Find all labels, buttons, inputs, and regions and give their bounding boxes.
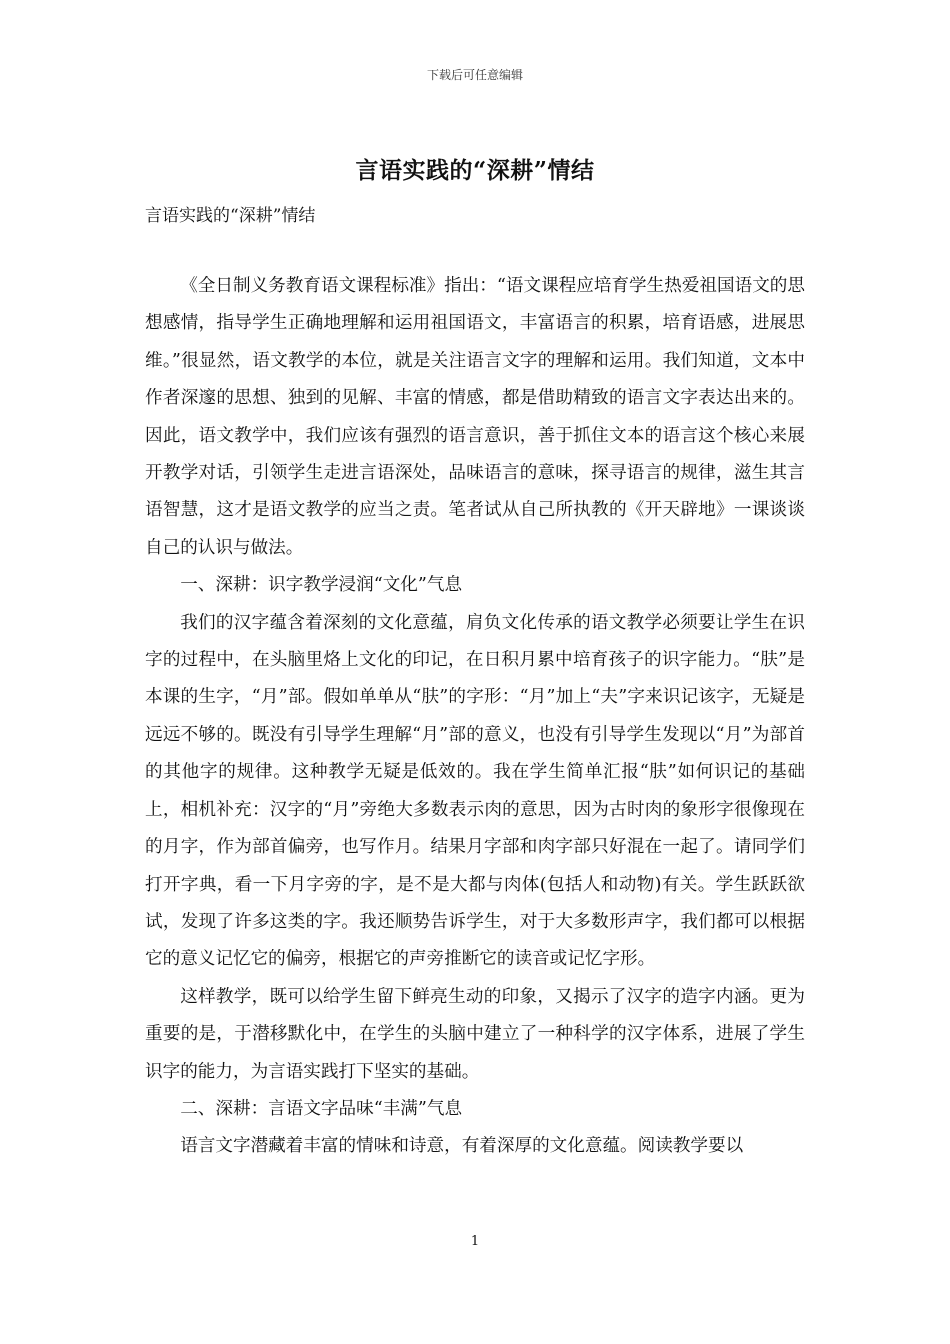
body-text (145, 268, 805, 1166)
paragraph-section-2: 语言文字潜藏着丰富的情味和诗意，有着深厚的文化意蕴。阅读教学要以 (180, 1136, 744, 1157)
section-heading-2: 二、深耕：言语文字品味“丰满”气息 (180, 1098, 463, 1119)
page-number: 1 (470, 1234, 480, 1249)
paragraph-section-1: 我们的汉字蕴含着深刻的文化意蕴，肩负文化传承的语文教学必须要让学生在识字的过程中，在头脑里烙上文化的印记，在日积月累中培育孩子的识字能力。“肤”是本课的生字，“月”部。假如单单从“肤”的字形：“月”加上“夫”字来识记该字，无疑是远远不够的。既没有引导学生理解“月”部的意义，也没有引导学生发现以“月”为部首的其他字的规律。这种教学无疑是低效的。我在学生简单汇报“肤”如何识记的基础上，相机补充：汉字的“月”旁绝大多数表示肉的意思，因为古时肉的象形字很像现在的月字，作为部首偏旁，也写作月。结果月字部和肉字部只好混在一起了。请同学们打开字典，看一下月字旁的字，是不是大都与肉体(包括人和动物)有关。学生跃跃欲试，发现了许多这类的字。我还顺势告诉学生，对于大多数形声字，我们都可以根据它的意义记忆它的偏旁，根据它的声旁推断它的读音或记忆字形。 (145, 612, 805, 970)
paragraph-intro: 《全日制义务教育语文课程标准》指出：“语文课程应培育学生热爱祖国语文的思想感情，指导学生正确地理解和运用祖国语文，丰富语言的积累，培育语感，进展思维。”很显然，语文教学的本位，就是关注语言文字的理解和运用。我们知道，文本中作者深邃的思想、独到的见解、丰富的情感，都是借助精致的语言文字表达出来的。因此，语文教学中，我们应该有强烈的语言意识，善于抓住文本的语言这个核心来展开教学对话，引领学生走进言语深处，品味语言的意味，探寻语言的规律，滋生其言语智慧，这才是语文教学的应当之责。笔者试从自己所执教的《开天辟地》一课谈谈自己的认识与做法。 (145, 276, 805, 558)
document-subtitle: 言语实践的“深耕”情结 (145, 206, 316, 226)
paragraph-section-1-summary: 这样教学，既可以给学生留下鲜亮生动的印象，又揭示了汉字的造字内涵。更为重要的是，于潜移默化中，在学生的头脑中建立了一种科学的汉字体系，进展了学生识字的能力，为言语实践打下坚实的基础。 (145, 986, 805, 1082)
section-heading-1: 一、深耕：识字教学浸润“文化”气息 (180, 575, 463, 596)
document-title: 言语实践的“深耕”情结 (355, 157, 595, 184)
header-note: 下载后可任意编辑 (426, 68, 523, 82)
